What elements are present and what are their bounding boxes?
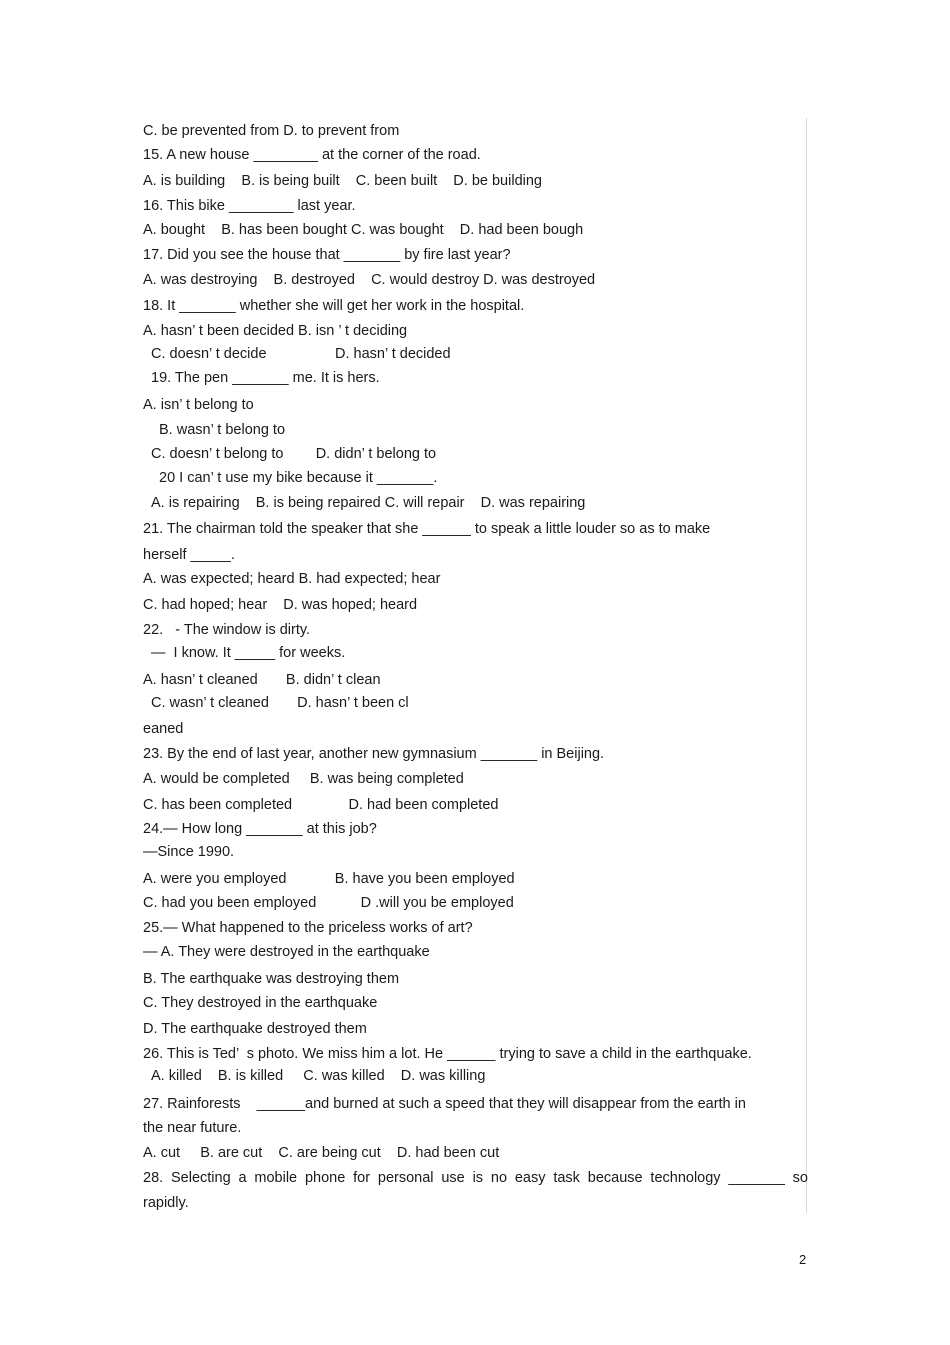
question-22-options-cd: C. wasn’ t cleaned D. hasn’ t been cl: [151, 695, 409, 711]
question-28: 28. Selecting a mobile phone for personal use is no easy task because technology _______ so: [143, 1170, 808, 1186]
question-19-options-cd: C. doesn’ t belong to D. didn’ t belong to: [151, 446, 437, 462]
question-15-options: A. is building B. is being built C. been built D. be building: [143, 173, 542, 189]
question-23-options-ab: A. would be completed B. was being completed: [143, 771, 464, 787]
text-line: C. be prevented from D. to prevent from: [143, 123, 400, 139]
question-23: 23. By the end of last year, another new gymnasium _______ in Beijing.: [143, 746, 605, 762]
question-25-option-c: C. They destroyed in the earthquake: [143, 995, 378, 1011]
question-27-options: A. cut B. are cut C. are being cut D. had been cut: [143, 1145, 500, 1161]
question-22: 22. - The window is dirty.: [143, 622, 311, 638]
question-19-option-b: B. wasn’ t belong to: [159, 422, 286, 438]
question-27: 27. Rainforests ______and burned at such a speed that they will disappear from the earth in: [143, 1096, 746, 1112]
question-20-options: A. is repairing B. is being repaired C. will repair D. was repairing: [151, 495, 586, 511]
question-16: 16. This bike ________ last year.: [143, 198, 356, 214]
question-24-reply: —Since 1990.: [143, 844, 235, 860]
question-16-options: A. bought B. has been bought C. was bought D. had been bough: [143, 222, 584, 238]
question-25-option-a: — A. They were destroyed in the earthquake: [143, 944, 430, 960]
page-number: 2: [799, 1252, 807, 1267]
question-23-options-cd: C. has been completed D. had been completed: [143, 797, 499, 813]
question-25-option-b: B. The earthquake was destroying them: [143, 971, 400, 987]
question-17-options: A. was destroying B. destroyed C. would destroy D. was destroyed: [143, 272, 596, 288]
question-21-cont: herself _____.: [143, 547, 235, 563]
right-margin-rule: [806, 118, 807, 1213]
question-22-reply: — I know. It _____ for weeks.: [151, 645, 346, 661]
question-25: 25.— What happened to the priceless works of art?: [143, 920, 473, 936]
question-24: 24.— How long _______ at this job?: [143, 821, 377, 837]
question-26: 26. This is Ted’ s photo. We miss him a lot. He ______ trying to save a child in the earthquake.: [143, 1046, 752, 1062]
question-28-cont: rapidly.: [143, 1195, 189, 1211]
question-21-options-ab: A. was expected; heard B. had expected; hear: [143, 571, 441, 587]
question-22-options-ab: A. hasn’ t cleaned B. didn’ t clean: [143, 672, 381, 688]
question-19-option-a: A. isn’ t belong to: [143, 397, 254, 413]
question-24-options-cd: C. had you been employed D .will you be employed: [143, 895, 514, 911]
question-27-cont: the near future.: [143, 1120, 242, 1136]
question-25-option-d: D. The earthquake destroyed them: [143, 1021, 367, 1037]
question-19: 19. The pen _______ me. It is hers.: [151, 370, 380, 386]
question-24-options-ab: A. were you employed B. have you been employed: [143, 871, 515, 887]
question-15: 15. A new house ________ at the corner of the road.: [143, 147, 481, 163]
question-26-options: A. killed B. is killed C. was killed D. was killing: [151, 1068, 486, 1084]
question-22-cont: eaned: [143, 721, 184, 737]
question-21: 21. The chairman told the speaker that she ______ to speak a little louder so as to make: [143, 521, 711, 537]
question-21-options-cd: C. had hoped; hear D. was hoped; heard: [143, 597, 418, 613]
question-18: 18. It _______ whether she will get her work in the hospital.: [143, 298, 525, 314]
question-17: 17. Did you see the house that _______ by fire last year?: [143, 247, 511, 263]
question-18-options-ab: A. hasn’ t been decided B. isn ’ t deciding: [143, 323, 408, 339]
question-20: 20 I can’ t use my bike because it _______.: [159, 470, 438, 486]
question-18-options-cd: C. doesn’ t decide D. hasn’ t decided: [151, 346, 451, 362]
